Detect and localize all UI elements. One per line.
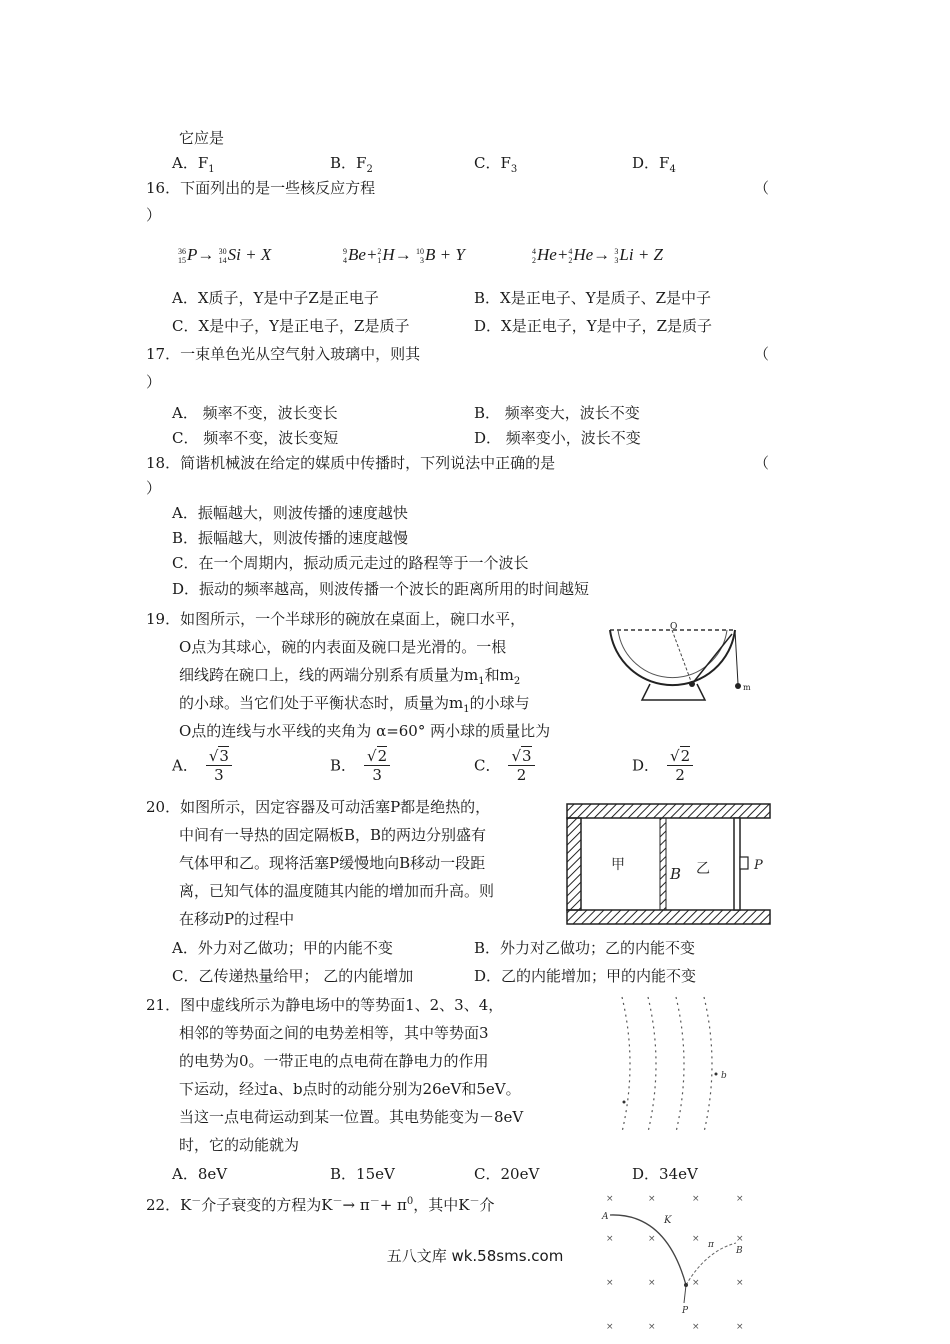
magnetic-field-figure-b-label: B: [736, 1246, 743, 1256]
q18-option-b: B．振幅越大，则波传播的速度越慢: [172, 529, 409, 547]
q18-option-d: D．振动的频率越高，则波传播一个波长的距离所用的时间越短: [172, 580, 590, 598]
svg-text:×: ×: [736, 1278, 744, 1288]
q17-option-a: A． 频率不变，波长变长: [172, 404, 338, 422]
q16-paren-close: ）: [146, 206, 162, 224]
container-figure: [566, 803, 771, 925]
q17-paren-close: ）: [146, 373, 162, 391]
svg-text:×: ×: [736, 1234, 744, 1244]
q15-option-d: D．$F_4$: [632, 154, 676, 175]
container-figure-jia-label: 甲: [611, 857, 625, 873]
equipotential-figure: [600, 992, 730, 1137]
container-figure-b-label: B: [670, 865, 682, 883]
svg-text:×: ×: [648, 1278, 656, 1288]
q20-line-3: 气体甲和乙。现将活塞P缓慢地向B移动一段距: [179, 854, 486, 872]
q20-line-1: 20．如图所示，因定容器及可动活塞P都是绝热的，: [146, 798, 491, 816]
q16-paren-open: （: [754, 179, 770, 197]
q19-line-1: 19．如图所示，一个半球形的碗放在桌面上，碗口水平，: [146, 610, 526, 628]
q19-line-4: 的小球。当它们处于平衡状态时，质量为$m_1$的小球与: [179, 694, 530, 715]
q20-option-d: D．乙的内能增加；甲的内能不变: [474, 967, 697, 985]
q19-option-c: C． $\frac{√3}{2}$: [474, 747, 535, 784]
q18-option-a: A．振幅越大，则波传播的速度越快: [172, 504, 408, 522]
q19-line-5: O点的连线与水平线的夹角为 α=60° 两小球的质量比为: [179, 722, 551, 740]
q18-stem: 18．简谐机械波在给定的媒质中传播时，下列说法中正确的是: [146, 454, 556, 472]
q20-line-5: 在移动P的过程中: [179, 910, 295, 928]
q19-option-a: A． $\frac{√3}{3}$: [172, 747, 232, 784]
q21-line-6: 时，它的动能就为: [179, 1136, 300, 1154]
q17-option-c: C． 频率不变，波长变短: [172, 429, 339, 447]
q18-paren-close: ）: [146, 479, 162, 497]
svg-text:×: ×: [692, 1278, 700, 1288]
q19-line-3: 细线跨在碗口上，线的两端分别系有质量为$m_1$和$m_2$: [179, 666, 521, 687]
q21-line-1: 21．图中虚线所示为静电场中的等势面1、2、3、4，: [146, 996, 504, 1014]
q20-option-b: B．外力对乙做功；乙的内能不变: [474, 939, 696, 957]
svg-text:×: ×: [648, 1322, 656, 1332]
svg-text:×: ×: [606, 1322, 614, 1332]
magnetic-field-figure-p-label: P: [682, 1306, 689, 1316]
container-figure-p-label: P: [754, 858, 763, 873]
magnetic-field-figure-k-label: K: [664, 1215, 672, 1226]
q22-line: 22．K－介子衰变的方程为$K^-\to \pi^-+ \pi^0$，其中K－介: [146, 1196, 495, 1214]
magnetic-field-figure: [596, 1193, 756, 1341]
svg-text:×: ×: [606, 1194, 614, 1204]
equipotential-figure-b-label: b: [721, 1071, 727, 1081]
svg-text:×: ×: [692, 1322, 700, 1332]
q15-tail: 它应是: [179, 129, 225, 147]
q21-line-3: 的电势为0。一带正电的点电荷在静电力的作用: [179, 1052, 489, 1070]
magnetic-field-figure-pi-label: π: [708, 1240, 714, 1250]
q17-stem: 17．一束单色光从空气射入玻璃中，则其: [146, 345, 421, 363]
q21-option-a: A．8eV: [172, 1165, 228, 1183]
container-figure-yi-label: 乙: [696, 861, 710, 877]
q20-line-2: 中间有一导热的固定隔板B，B的两边分别盛有: [179, 826, 487, 844]
svg-text:×: ×: [606, 1234, 614, 1244]
q15-option-c: C．$F_3$: [474, 154, 518, 175]
q17-option-b: B． 频率变大，波长不变: [474, 404, 640, 422]
q21-line-5: 当这一点电荷运动到某一位置。其电势能变为－8eV: [179, 1108, 524, 1126]
q17-option-d: D． 频率变小，波长不变: [474, 429, 641, 447]
q20-line-4: 离，已知气体的温度随其内能的增加而升高。则: [179, 882, 495, 900]
q16-option-a: A．X质子，Y是中子Z是正电子: [172, 289, 379, 307]
q20-option-a: A．外力对乙做功；甲的内能不变: [172, 939, 393, 957]
magnetic-field-figure-a-label: A: [602, 1212, 609, 1222]
q21-option-b: B．15eV: [330, 1165, 395, 1183]
q16-option-c: C．X是中子，Y是正电子，Z是质子: [172, 317, 410, 335]
bowl-figure: [600, 622, 760, 712]
q19-option-b: B． $\frac{√2}{3}$: [330, 747, 390, 784]
q21-line-4: 下运动，经过a、b点时的动能分别为26eV和5eV。: [179, 1080, 521, 1098]
svg-text:×: ×: [606, 1278, 614, 1288]
svg-text:×: ×: [648, 1194, 656, 1204]
svg-text:×: ×: [736, 1194, 744, 1204]
q21-line-2: 相邻的等势面之间的电势差相等，其中等势面3: [179, 1024, 489, 1042]
q18-option-c: C．在一个周期内，振动质元走过的路程等于一个波长: [172, 554, 529, 572]
svg-text:×: ×: [736, 1322, 744, 1332]
bowl-figure-o-label: O: [670, 622, 678, 632]
svg-text:×: ×: [692, 1234, 700, 1244]
q16-option-b: B．X是正电子、Y是质子、Z是中子: [474, 289, 712, 307]
q15-option-b: B．$F_2$: [330, 154, 373, 175]
q18-paren-open: （: [754, 454, 770, 472]
q16-option-d: D．X是正电子，Y是中子，Z是质子: [474, 317, 713, 335]
q21-option-d: D．34eV: [632, 1165, 698, 1183]
svg-text:×: ×: [648, 1234, 656, 1244]
q20-option-c: C．乙传递热量给甲； 乙的内能增加: [172, 967, 414, 985]
q16-equation-2: 9 4Be+2 1H→ 10 3B + Y: [343, 245, 465, 266]
q16-equation-1: 36 15P→ 30 14Si + X: [178, 245, 272, 266]
q19-option-d: D． $\frac{√2}{2}$: [632, 747, 693, 784]
q16-stem: 16．下面列出的是一些核反应方程: [146, 179, 376, 197]
page-footer-watermark: 五八文库 wk.58sms.com: [386, 1247, 564, 1265]
bowl-figure-m-label: m: [743, 683, 751, 692]
q17-paren-open: （: [754, 345, 770, 363]
q21-option-c: C．20eV: [474, 1165, 540, 1183]
q19-line-2: O点为其球心，碗的内表面及碗口是光滑的。一根: [179, 638, 507, 656]
q16-equation-3: 4 2He+4 2He→ 3 3Li + Z: [532, 245, 664, 266]
svg-text:×: ×: [692, 1194, 700, 1204]
q15-option-a: A．$F_1$: [172, 154, 215, 175]
